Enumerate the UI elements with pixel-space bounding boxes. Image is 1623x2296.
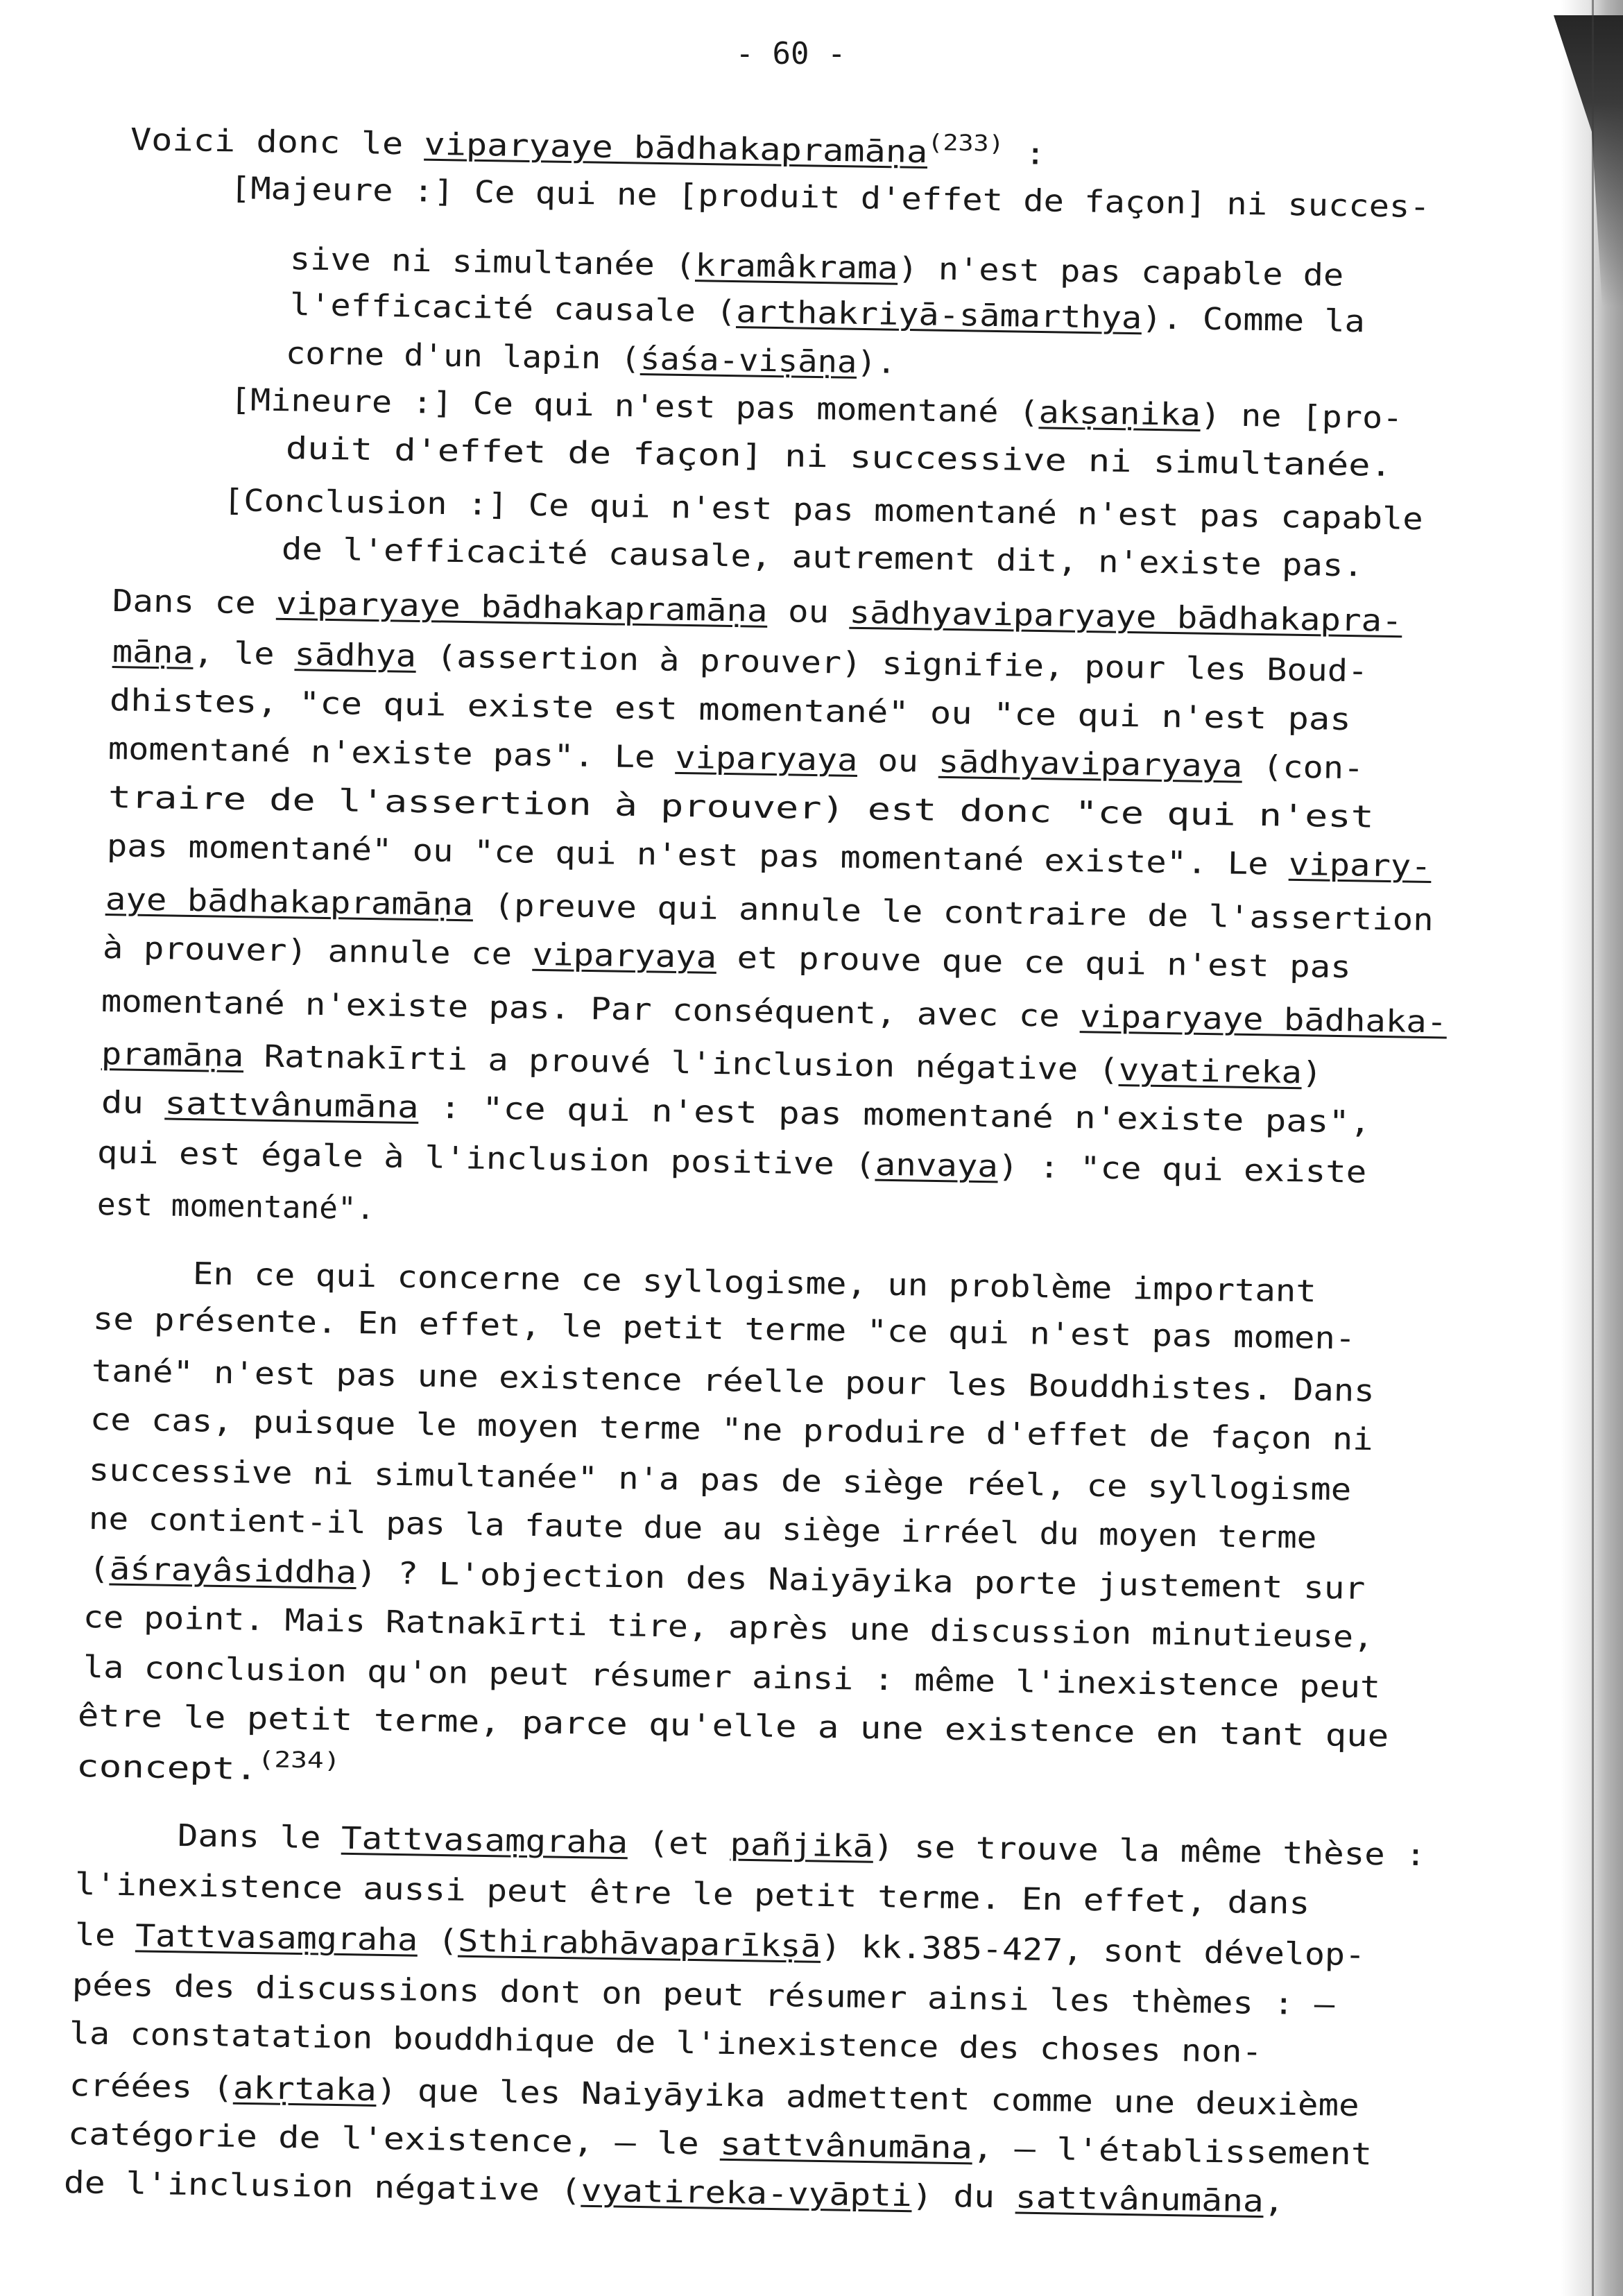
text-run: sive ni simultanée ( — [289, 241, 696, 284]
sanskrit-term: māṇa — [112, 634, 194, 671]
text-run: le — [74, 1917, 136, 1954]
text-line — [230, 382, 1403, 436]
text-run: l'inexistence aussi peut être le petit terme. En effet, dans — [74, 1867, 1310, 1921]
text-line — [285, 336, 897, 381]
text-run: créées ( — [69, 2068, 234, 2106]
text-run: duit d'effet de façon] ni successive ni simultanée. — [285, 431, 1393, 484]
text-run: ) du — [911, 2178, 1016, 2216]
text-run: successive ni simultanée" n'a pas de siège réel, ce syllogisme — [88, 1453, 1352, 1508]
text-run: la conclusion qu'on peut résumer ainsi : même l'inexistence peut — [83, 1650, 1381, 1706]
text-line — [69, 2016, 1263, 2071]
sanskrit-term: sādhyaviparyaye bādhakapra- — [849, 594, 1403, 640]
text-line — [101, 1036, 1323, 1091]
sanskrit-term: anvaya — [875, 1147, 999, 1185]
text-line — [77, 1698, 1389, 1754]
text-run: [Conclusion :] Ce qui n'est pas momentané n'est pas capable — [223, 483, 1424, 538]
text-run: ) que les Naiyāyika admettent comme une deuxième — [376, 2072, 1359, 2124]
text-run: tané" n'est pas une existence réelle pour les Bouddhistes. Dans — [91, 1353, 1375, 1410]
text-run: (preuve qui annule le contraire de l'assertion — [472, 887, 1434, 939]
text-run: la constatation bouddhique de l'inexistence des choses non- — [69, 2016, 1263, 2071]
text-line — [89, 1455, 1352, 1506]
footnote-ref: (234) — [257, 1746, 341, 1774]
text-line — [88, 1551, 1366, 1607]
text-run: (assertion à prouver) signifie, pour les Boud- — [415, 638, 1368, 689]
text-run: ) kk.385-427, sont dévelop- — [821, 1928, 1366, 1973]
text-line — [75, 1869, 1310, 1919]
text-line — [112, 634, 1368, 689]
text-run: Dans ce — [112, 583, 277, 622]
sanskrit-term: vyatireka — [1118, 1052, 1303, 1091]
text-line — [101, 986, 1448, 1038]
text-line — [83, 1650, 1381, 1706]
text-run: : — [1003, 135, 1047, 172]
text-run: ce cas, puisque le moyen terme "ne produire d'effet de façon ni — [89, 1402, 1373, 1458]
text-line — [281, 531, 1364, 584]
sanskrit-term: sattvânumāna — [719, 2126, 973, 2166]
sanskrit-term: sādhya — [294, 637, 417, 674]
text-run: du — [101, 1085, 165, 1122]
text-run: à prouver) annule ce — [102, 930, 533, 973]
text-line — [223, 483, 1424, 538]
sanskrit-term: viparyaya — [675, 739, 858, 778]
text-run: être le petit terme, parce qu'elle a une existence en tant que — [77, 1698, 1389, 1754]
text-run: de l'efficacité causale, autrement dit, n'existe pas. — [281, 531, 1364, 584]
sanskrit-term: Sthirabhāvaparīkṣā — [457, 1923, 821, 1964]
text-run: pées des discussions dont on peut résumer ainsi les thèmes : — — [71, 1967, 1335, 2023]
sanskrit-term: sattvânumāna — [1015, 2179, 1264, 2220]
text-run: ou — [767, 593, 850, 631]
text-run: est momentané". — [96, 1187, 375, 1227]
text-run: (con- — [1242, 748, 1364, 787]
sanskrit-term: viparyaye bādhaka- — [1079, 999, 1448, 1040]
text-line — [109, 683, 1352, 738]
text-run: ne contient-il pas la faute due au siège irréel du moyen terme — [88, 1501, 1317, 1556]
text-run: Dans le — [177, 1818, 342, 1856]
sanskrit-term: aye bādhakapramāṇa — [105, 882, 474, 923]
text-line — [63, 2165, 1285, 2220]
text-line — [102, 930, 1352, 986]
text-line — [91, 1353, 1375, 1410]
text-line — [230, 173, 1430, 223]
text-run: ) — [1301, 1055, 1323, 1091]
text-run: ( — [417, 1922, 458, 1959]
text-run: ) : "ce qui existe — [997, 1149, 1367, 1190]
text-run: traire de l'assertion à prouver) est donc "ce qui n'est — [108, 780, 1375, 835]
text-run: ce point. Mais Ratnakīrti tire, après une discussion minutieuse, — [83, 1600, 1374, 1656]
text-run: Voici donc le — [130, 122, 424, 162]
text-line — [192, 1256, 1317, 1310]
text-line — [106, 828, 1432, 884]
text-line — [88, 1501, 1317, 1556]
text-run: catégorie de l'existence, — le — [67, 2116, 721, 2162]
text-run: (et — [627, 1825, 731, 1862]
sanskrit-term: viparyaye bādhakapramāṇa — [424, 126, 928, 171]
text-run: : "ce qui n'est pas momentané n'existe pas", — [418, 1090, 1371, 1140]
text-run: ) ne [pro- — [1200, 397, 1403, 436]
text-run: [Mineure :] Ce qui n'est pas momentané ( — [230, 382, 1040, 431]
text-run: de l'inclusion négative ( — [63, 2165, 582, 2209]
sanskrit-term: sattvânumāna — [164, 1086, 420, 1126]
text-line — [289, 241, 1344, 293]
text-run: ou — [857, 742, 939, 780]
text-run: ). — [856, 344, 897, 381]
sanskrit-term: Tattvasaṃgraha — [135, 1918, 418, 1958]
text-line — [96, 1135, 1367, 1190]
text-run: ( — [88, 1551, 110, 1587]
sanskrit-term: akṛtaka — [232, 2070, 377, 2108]
sanskrit-term: akṣaṇika — [1038, 395, 1201, 433]
sanskrit-term: vyatireka-vyāpti — [581, 2173, 913, 2214]
text-run: dhistes, "ce qui existe est momentané" ou "ce qui n'est pas — [109, 683, 1352, 738]
text-run: qui est égale à l'inclusion positive ( — [96, 1135, 876, 1183]
text-line — [76, 1746, 341, 1788]
text-line — [101, 1085, 1371, 1140]
text-line — [69, 2068, 1359, 2124]
text-line — [96, 1187, 375, 1227]
text-line — [108, 782, 1374, 833]
text-line — [130, 122, 1047, 172]
text-line — [105, 882, 1434, 939]
text-run: se présente. En effet, le petit terme "ce qui n'est pas momen- — [92, 1301, 1356, 1357]
sanskrit-term: āśrayâsiddha — [109, 1551, 357, 1591]
text-line — [108, 731, 1364, 787]
sanskrit-term: viparyaya — [532, 936, 717, 975]
text-run: et prouve que ce qui n'est pas — [716, 939, 1352, 986]
text-run: concept. — [76, 1749, 258, 1788]
text-run: ) se trouve la même thèse : — [873, 1828, 1427, 1874]
text-run: l'efficacité causale ( — [289, 287, 737, 330]
text-line — [289, 287, 1366, 340]
text-line — [112, 583, 1403, 640]
scan-edge-line — [1592, 0, 1594, 2296]
text-run: ). Comme la — [1141, 300, 1366, 340]
sanskrit-term: vipary- — [1288, 846, 1432, 884]
text-run: , — [1263, 2184, 1285, 2220]
sanskrit-term: Tattvasaṃgraha — [341, 1820, 628, 1861]
sanskrit-term: sādhyaviparyaya — [938, 744, 1243, 785]
text-run: Ratnakīrti a prouvé l'inclusion négative ( — [243, 1038, 1119, 1088]
sanskrit-term: pañjikā — [730, 1826, 874, 1865]
text-run: ) n'est pas capable de — [898, 250, 1344, 293]
text-line — [71, 1967, 1335, 2023]
text-run: momentané n'existe pas". Le — [108, 731, 676, 776]
text-run: corne d'un lapin ( — [285, 336, 641, 377]
text-run: pas momentané" ou "ce qui n'est pas momentané existe". Le — [106, 828, 1289, 882]
text-run: , le — [193, 635, 295, 673]
text-run: En ce qui concerne ce syllogisme, un problème important — [192, 1256, 1317, 1310]
sanskrit-term: viparyaye bādhakapramāṇa — [275, 585, 768, 629]
text-line — [83, 1600, 1374, 1656]
sanskrit-term: śaśa-viṣāṇa — [639, 341, 857, 380]
text-line — [285, 431, 1393, 484]
text-line — [89, 1402, 1373, 1458]
text-run: momentané n'existe pas. Par conséquent, avec ce — [101, 984, 1081, 1035]
text-line — [67, 2116, 1373, 2173]
sanskrit-term: pramāṇa — [101, 1036, 244, 1074]
text-line — [74, 1917, 1366, 1973]
text-run: , — l'établissement — [972, 2130, 1373, 2173]
text-run: ) ? L'objection des Naiyāyika porte justement sur — [356, 1555, 1366, 1607]
footnote-ref: (233) — [927, 129, 1004, 157]
sanskrit-term: kramâkrama — [694, 248, 898, 286]
text-line — [177, 1818, 1427, 1874]
sanskrit-term: arthakriyā-sāmarthya — [735, 294, 1142, 336]
page-number: - 60 - — [735, 36, 846, 71]
text-line — [92, 1301, 1356, 1357]
text-run: [Majeure :] Ce qui ne [produit d'effet de façon] ni succes- — [230, 171, 1431, 225]
